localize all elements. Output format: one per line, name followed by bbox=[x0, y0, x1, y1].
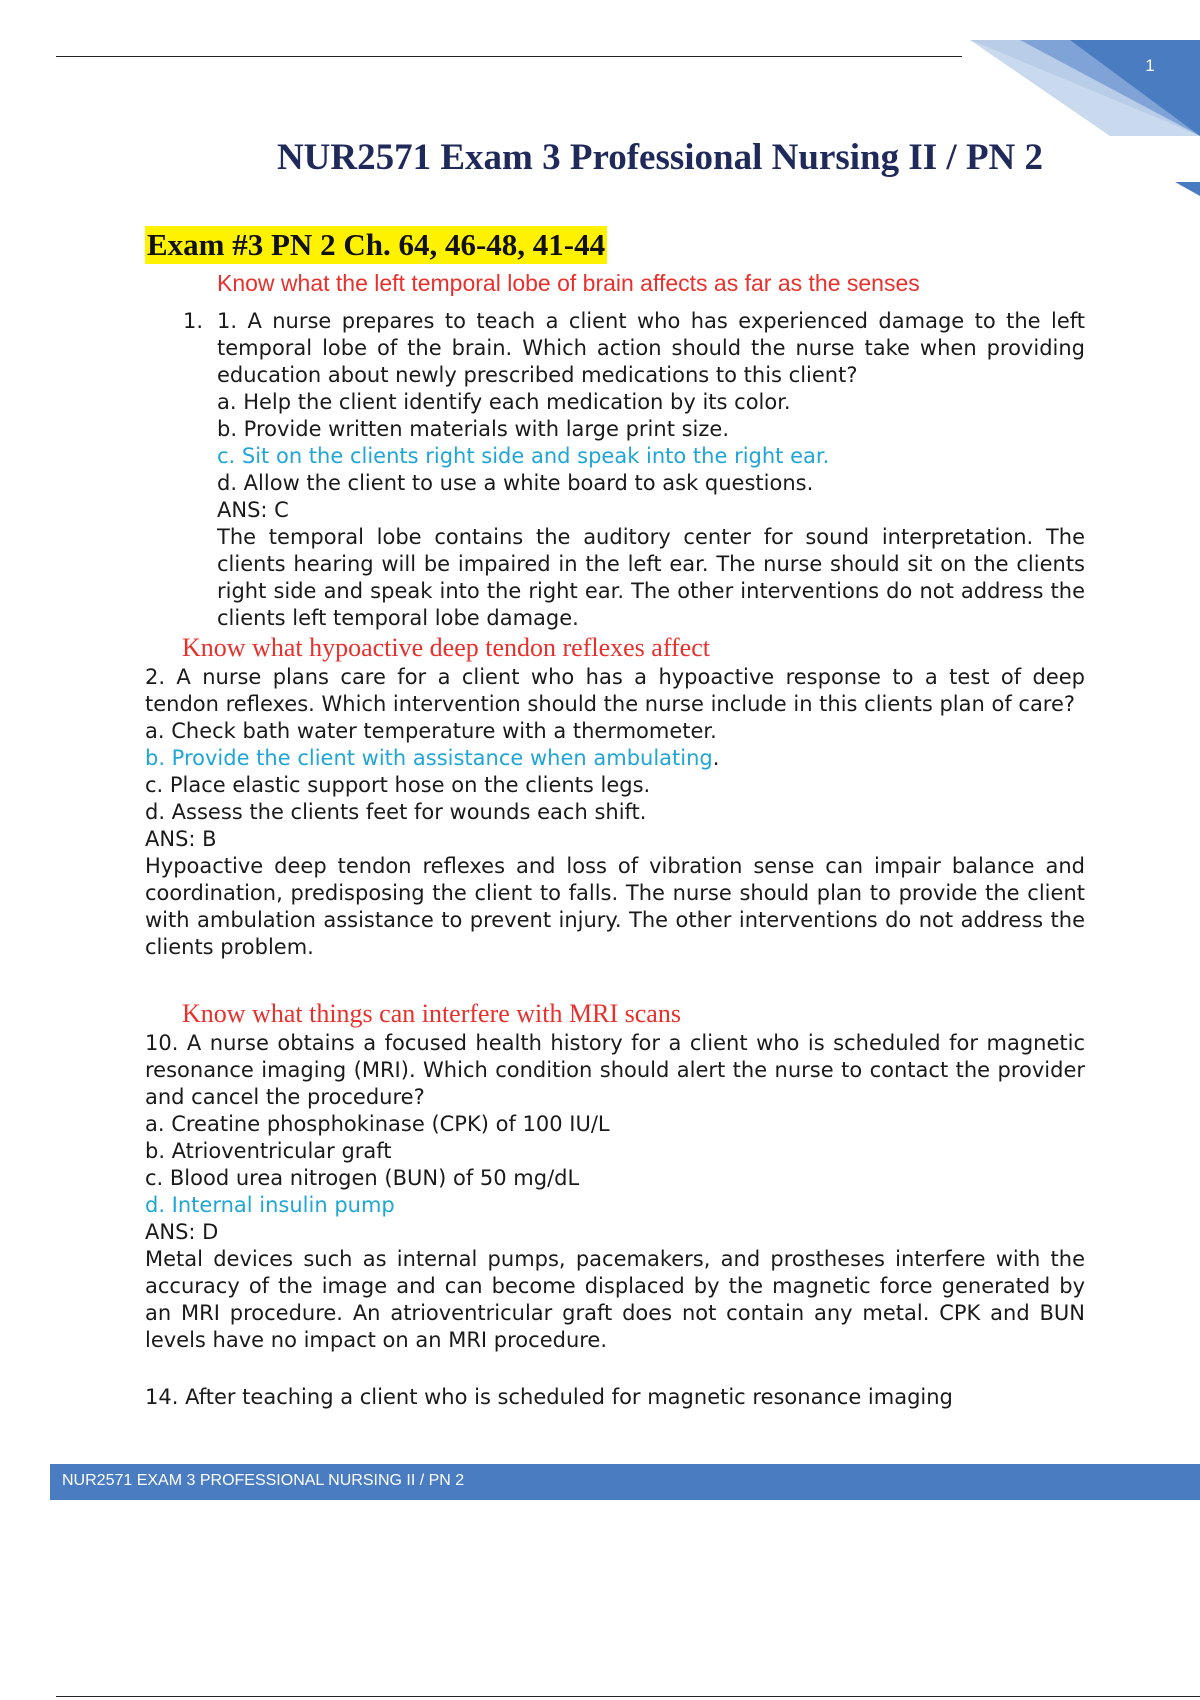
answer-key: ANS: C bbox=[217, 498, 289, 522]
option-b-correct: b. Provide the client with assistance when ambulating bbox=[145, 746, 713, 770]
option-c-correct: c. Sit on the clients right side and speak into the right ear. bbox=[217, 444, 830, 468]
section-deep-tendon-reflexes bbox=[145, 632, 1085, 961]
question-block bbox=[145, 308, 1085, 632]
topic-heading: Know what things can interfere with MRI scans bbox=[182, 999, 681, 1028]
rationale: The temporal lobe contains the auditory center for sound interpretation. The clients hearing will be impaired in the left ear. The nurse should sit on the clients right side and speak into the right ear. The other interventions do not address the clients left temporal lobe damage. bbox=[217, 525, 1085, 630]
answer-key: ANS: B bbox=[145, 827, 217, 851]
question-text: 1. A nurse prepares to teach a client who has experienced damage to the left temporal lobe of the brain. Which action should the nurse take when providing education about newly prescribed medications to this client? bbox=[217, 309, 1085, 387]
option-b-period: . bbox=[712, 746, 720, 770]
question-14-text: 14. After teaching a client who is scheduled for magnetic resonance imaging bbox=[145, 1385, 953, 1409]
question-text: 2. A nurse plans care for a client who has a hypoactive response to a test of deep tendon reflexes. Which intervention should the nurse include in this clients plan of care? bbox=[145, 665, 1085, 716]
section-mri bbox=[145, 998, 1085, 1354]
rationale: Metal devices such as internal pumps, pacemakers, and prostheses interfere with the accuracy of the image and can become displaced by the magnetic force generated by an MRI procedure. An atrioventricular graft does not contain any metal. CPK and BUN levels have no impact on an MRI procedure. bbox=[145, 1247, 1085, 1352]
exam-heading: Exam #3 PN 2 Ch. 64, 46-48, 41-44 bbox=[147, 227, 606, 262]
option-b-correct-line bbox=[145, 745, 1085, 772]
corner-decoration bbox=[960, 36, 1200, 206]
option-d-correct: d. Internal insulin pump bbox=[145, 1193, 395, 1217]
answer-key: ANS: D bbox=[145, 1220, 219, 1244]
option-b: b. Atrioventricular graft bbox=[145, 1139, 392, 1163]
option-a: a. Help the client identify each medication by its color. bbox=[217, 390, 791, 414]
topic-heading: Know what the left temporal lobe of brain affects as far as the senses bbox=[217, 270, 920, 296]
option-c: c. Blood urea nitrogen (BUN) of 50 mg/dL bbox=[145, 1166, 580, 1190]
page-number: 1 bbox=[1145, 56, 1155, 75]
list-number: 1. bbox=[183, 309, 204, 333]
rationale: Hypoactive deep tendon reflexes and loss of vibration sense can impair balance and coordination, predisposing the client to falls. The nurse should plan to provide the client with ambulation assistance to prevent injury. The other interventions do not address the clients problem. bbox=[145, 854, 1085, 959]
document-title: NUR2571 Exam 3 Professional Nursing II / PN 2 bbox=[276, 137, 1044, 178]
option-b: b. Provide written materials with large print size. bbox=[217, 417, 729, 441]
option-a: a. Check bath water temperature with a thermometer. bbox=[145, 719, 717, 743]
document-body bbox=[145, 226, 1085, 1411]
footer-bar bbox=[50, 1464, 1200, 1500]
topic-heading: Know what hypoactive deep tendon reflexes affect bbox=[182, 633, 710, 662]
header-rule bbox=[56, 56, 962, 57]
bottom-rule bbox=[56, 1696, 1200, 1697]
option-d: d. Allow the client to use a white board to ask questions. bbox=[217, 471, 814, 495]
option-a: a. Creatine phosphokinase (CPK) of 100 IU/L bbox=[145, 1112, 610, 1136]
footer-text: NUR2571 EXAM 3 PROFESSIONAL NURSING II / PN 2 bbox=[62, 1472, 465, 1489]
section-temporal-lobe bbox=[145, 266, 1085, 632]
option-d: d. Assess the clients feet for wounds each shift. bbox=[145, 800, 647, 824]
question-text: 10. A nurse obtains a focused health history for a client who is scheduled for magnetic resonance imaging (MRI). Which condition should alert the nurse to contact the provider and cancel the procedure? bbox=[145, 1031, 1085, 1109]
option-c: c. Place elastic support hose on the clients legs. bbox=[145, 773, 651, 797]
